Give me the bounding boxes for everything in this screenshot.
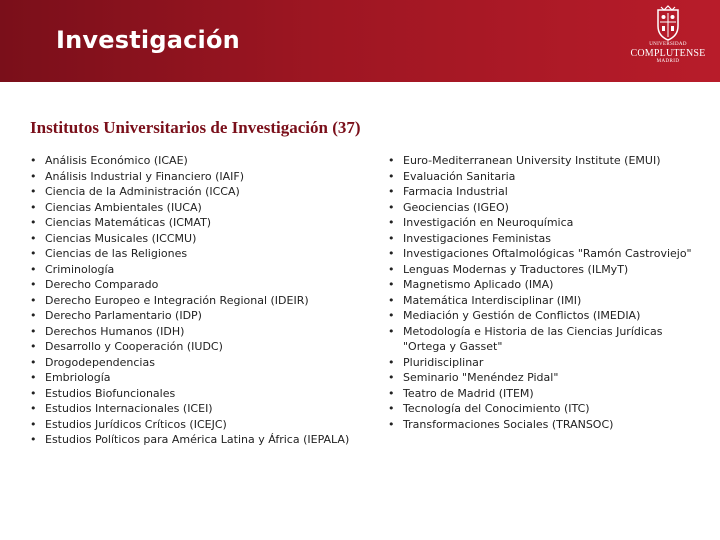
list-item: • Seminario "Menéndez Pidal" [388,370,698,386]
header-banner [0,0,720,82]
list-item: • Tecnología del Conocimiento (ITC) [388,401,698,417]
logo-university-label: UNIVERSIDAD [649,42,687,47]
list-item: • Análisis Industrial y Financiero (IAIF) [30,169,360,185]
university-logo [628,4,708,78]
list-item: • Derecho Parlamentario (IDP) [30,308,360,324]
list-item: • Metodología e Historia de las Ciencias Jurídicas "Ortega y Gasset" [388,324,698,355]
list-item: • Derecho Europeo e Integración Regional (IDEIR) [30,293,360,309]
list-item: • Magnetismo Aplicado (IMA) [388,277,698,293]
institutes-list-left [30,153,360,448]
list-item: • Farmacia Industrial [388,184,698,200]
list-item: • Derecho Comparado [30,277,360,293]
list-item: • Teatro de Madrid (ITEM) [388,386,698,402]
list-item: • Matemática Interdisciplinar (IMI) [388,293,698,309]
institutes-list-right [388,153,698,432]
list-item: • Evaluación Sanitaria [388,169,698,185]
logo-name: COMPLUTENSE [630,48,706,59]
list-item: • Estudios Jurídicos Críticos (ICEJC) [30,417,360,433]
list-item: • Ciencias de las Religiones [30,246,360,262]
list-item: • Estudios Internacionales (ICEI) [30,401,360,417]
list-item: • Análisis Económico (ICAE) [30,153,360,169]
list-item: • Desarrollo y Cooperación (IUDC) [30,339,360,355]
list-item: • Drogodependencias [30,355,360,371]
crest-icon [653,4,683,42]
list-item: • Embriología [30,370,360,386]
list-item: • Ciencias Musicales (ICCMU) [30,231,360,247]
list-item: • Ciencias Matemáticas (ICMAT) [30,215,360,231]
page-title: Investigación [56,26,240,54]
list-item: • Estudios Biofuncionales [30,386,360,402]
section-heading: Institutos Universitarios de Investigación (37) [30,118,361,137]
list-item: • Investigaciones Oftalmológicas "Ramón Castroviejo" [388,246,698,262]
list-item: • Pluridisciplinar [388,355,698,371]
list-item: • Investigaciones Feministas [388,231,698,247]
list-item: • Estudios Políticos para América Latina y África (IEPALA) [30,432,360,448]
list-item: • Geociencias (IGEO) [388,200,698,216]
list-item: • Transformaciones Sociales (TRANSOC) [388,417,698,433]
list-item: • Investigación en Neuroquímica [388,215,698,231]
list-item: • Ciencias Ambientales (IUCA) [30,200,360,216]
list-item: • Lenguas Modernas y Traductores (ILMyT) [388,262,698,278]
list-item: • Criminología [30,262,360,278]
list-item: • Euro-Mediterranean University Institute (EMUI) [388,153,698,169]
list-item: • Derechos Humanos (IDH) [30,324,360,340]
logo-city: MADRID [656,59,680,64]
list-item: • Ciencia de la Administración (ICCA) [30,184,360,200]
list-item: • Mediación y Gestión de Conflictos (IMEDIA) [388,308,698,324]
